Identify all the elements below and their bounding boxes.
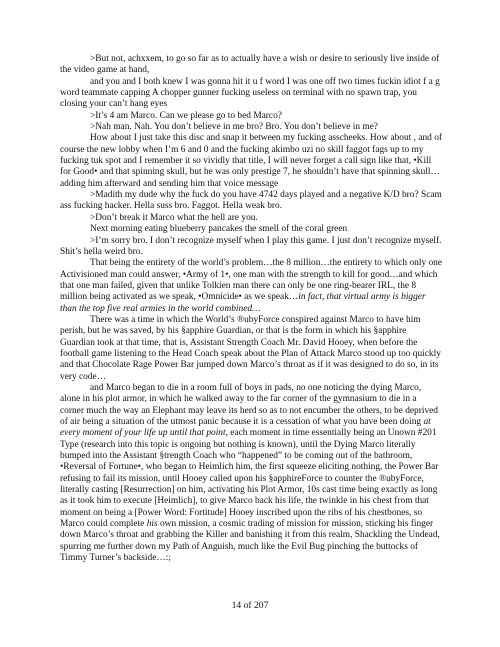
paragraph: >Don’t break it Marco what the hell are you. bbox=[90, 212, 258, 223]
paragraph-text: , each moment in time essentially being an Unown #201 Type (research into this topic is ongoing but nothing is known), until the Dying Marco literally bumped into the Assistant §trength Coach who “happened” to be coming out of the bathroom, •Reversal of Fortune•, who began to Heimlich him, the first squeeze eliciting nothing, the Power Bar refusing to fail its mission, until Hooey called upon his §apphireForce to counter the ®ubyForce, literally casting [Resurrection] on him, activating his Plot Armor, 10s cast time being exactly as long as it took him to execute [Heimlich], to give Marco back his life, the twinkle in his chest from that moment on being a [Power Word: Fortitude] Hooey inscribed upon the ribs of his chestbones, so Marco could complete bbox=[60, 428, 439, 530]
paragraph bbox=[60, 258, 442, 315]
paragraph: and you and I both knew I was gonna hit it u f word I was one off two times fuckin idiot f a g word teammate capping A chopper gunner fucking useless on terminal with no spawn trap, you closing your can’t hang eyes bbox=[60, 76, 440, 110]
paragraph-text: and Marco began to die in a room full of boys in pads, no one noticing the dying Marco, alone in his plot armor, in which he walked away to the far corner of the gymnasium to die in a corner much the way an Elephant may leave its herd so as to not encumber the others, to be deprived of air being a situation of the utmost panic because it is a cessation of what you have been doing bbox=[60, 382, 438, 427]
page-number: 14 of 207 bbox=[231, 600, 269, 611]
paragraph-text: That being the entirety of the world’s problem…the 8 million…the entirety to which only one Activisioned man could answer, •Army of 1•, one man with the strength to kill for good…and which that one man failed, given that unlike Tolkien man there can only be one ring-bearer IRL, the 8 million being activated as we speak, •Omnicide• as we speak… bbox=[60, 258, 443, 303]
paragraph: >But not, achxxem, to go so far as to actually have a wish or desire to seriously live inside of the video game at hand, bbox=[60, 54, 440, 76]
paragraph: >Nah man. Nah. You don’t believe in me bro? Bro. You don’t believe in me? bbox=[90, 122, 378, 133]
paragraph: >It’s 4 am Marco. Can we please go to bed Marco? bbox=[90, 110, 282, 121]
body-text bbox=[60, 54, 442, 564]
paragraph bbox=[60, 383, 442, 565]
paragraph: >I’m sorry bro. I don’t recognize myself when I play this game. I just don’t recognize myself. Shit’s hella weird bro. bbox=[60, 235, 442, 257]
paragraph: How about I just take this disc and snap it between my fucking asscheeks. How about , and of course the new lobby when I’m 6 and 0 and the fucking akimbo uzi no skill faggot fags up to my fucking tuk spot and I remember it so vividly that title, I will never forget a call sign like that, •Kill for Good• and that spinning skull, but he was only prestige 7, he shouldn’t have that spinning skull…adding him afterward and sending him that voice message bbox=[60, 133, 443, 189]
italic-phrase: his bbox=[146, 519, 158, 530]
italic-phrase: at every moment of your life up until that point bbox=[60, 417, 431, 439]
paragraph: There was a time in which the World’s ®ubyForce conspired against Marco to have him perish, but he was saved, by his §apphire Guardian, or that is the form in which his §apphire Guardian took at that time, that is, Assistant Strength Coach Mr. David Hooey, when before the football game listening to the Head Coach speak about the Plan of Attack Marco stood up too quickly and that Chocolate Rage Power Bar jumped down Marco’s throat as if it was designed to do so, in its very code… bbox=[60, 314, 441, 382]
italic-phrase: in fact, that virtual army is bigger than the top five real armies in the world combined… bbox=[60, 292, 426, 314]
paragraph-text: own mission, a cosmic trading of mission for mission, sticking his finger down Marco’s throat and grabbing the Killer and banishing it from this realm, Shackling the Undead, spurring me further down my Path of Anguish, much like the Evil Bug pinching the buttocks of Timmy Turner’s backside…:; bbox=[60, 519, 440, 564]
paragraph: >Madith my dude why the fuck do you have 4742 days played and a negative K/D bro? Scam ass fucking hacker. Hella suss bro. Faggot. Hella weak bro. bbox=[60, 190, 442, 212]
paragraph: Next morning eating blueberry pancakes the smell of the coral green bbox=[90, 224, 348, 235]
